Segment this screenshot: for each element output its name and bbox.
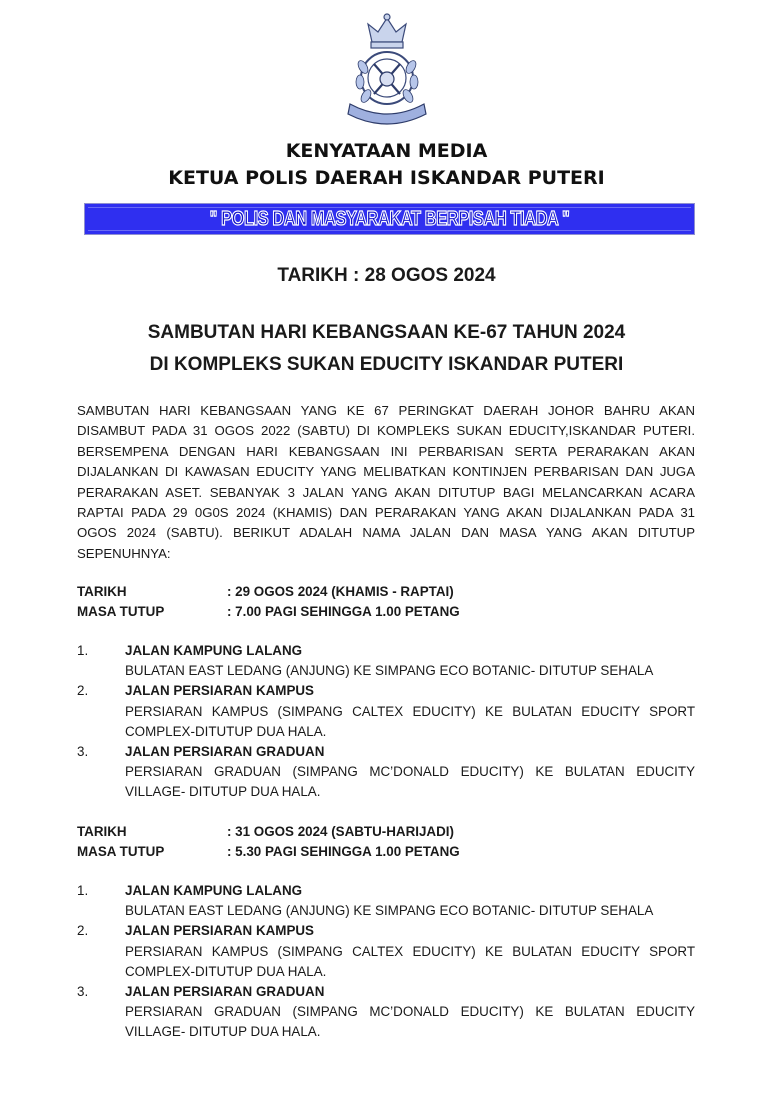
date-label: TARIKH [77, 824, 127, 839]
road-name: JALAN PERSIARAN GRADUAN [125, 984, 325, 1000]
paragraph-line: RAPTAI PADA 29 0G0S 2024 (KHAMIS) DAN PERARAKAN YANG AKAN DIJALANKAN PADA 31 [77, 505, 695, 521]
item-number: 1. [77, 883, 89, 898]
list-item [77, 921, 695, 982]
paragraph-line: SEPENUHNYA: [77, 545, 171, 561]
intro-paragraph [77, 401, 695, 564]
description-line: COMPLEX-DITUTUP DUA HALA. [125, 963, 327, 979]
road-description [125, 942, 695, 982]
date-value: : 29 OGOS 2024 (KHAMIS - RAPTAI) [227, 584, 454, 599]
description-line: PERSIARAN GRADUAN (SIMPANG MC’DONALD EDUCITY) KE BULATAN EDUCITY [125, 1004, 695, 1020]
police-crest-icon [342, 12, 432, 132]
description-line: VILLAGE- DITUTUP DUA HALA. [125, 1024, 321, 1040]
road-description [125, 901, 695, 921]
list-item [77, 881, 695, 921]
document-subheading: KETUA POLIS DAERAH ISKANDAR PUTERI [168, 167, 605, 189]
motto-banner [84, 203, 695, 235]
schedule-1-road-list [77, 641, 695, 803]
paragraph-line: SAMBUTAN HARI KEBANGSAAN YANG KE 67 PERINGKAT DAERAH JOHOR BAHRU AKAN [77, 403, 695, 418]
paragraph-line: DIJALANKAN DI KAWASAN EDUCITY YANG MELIBATKAN KONTINJEN PERBARISAN DAN JUGA [77, 464, 695, 480]
road-description [125, 1002, 695, 1042]
document-heading: KENYATAAN MEDIA [285, 140, 488, 162]
road-name: JALAN PERSIARAN GRADUAN [125, 744, 325, 760]
date-value: : 31 OGOS 2024 (SABTU-HARIJADI) [227, 824, 454, 839]
road-name: JALAN PERSIARAN KAMPUS [125, 923, 314, 939]
description-line: PERSIARAN GRADUAN (SIMPANG MC’DONALD EDUCITY) KE BULATAN EDUCITY [125, 764, 695, 780]
road-name: JALAN KAMPUNG LALANG [125, 883, 303, 898]
list-item [77, 742, 695, 803]
schedule-2-header [77, 822, 695, 862]
description-line: BULATAN EAST LEDANG (ANJUNG) KE SIMPANG ECO BOTANIC- DITUTUP SEHALA [125, 903, 654, 919]
item-number: 3. [77, 984, 89, 1000]
paragraph-line: DISAMBUT PADA 31 OGOS 2022 (SABTU) DI KOMPLEKS SUKAN EDUCITY,ISKANDAR PUTERI. [77, 423, 695, 439]
time-value: : 7.00 PAGI SEHINGGA 1.00 PETANG [227, 604, 460, 619]
description-line: COMPLEX-DITUTUP DUA HALA. [125, 723, 327, 739]
time-label: MASA TUTUP [77, 604, 165, 619]
road-name: JALAN PERSIARAN KAMPUS [125, 683, 314, 699]
schedule-2-road-list [77, 881, 695, 1043]
event-title-line2: DI KOMPLEKS SUKAN EDUCITY ISKANDAR PUTERI [149, 354, 624, 375]
list-item [77, 681, 695, 742]
description-line: PERSIARAN KAMPUS (SIMPANG CALTEX EDUCITY) KE BULATAN EDUCITY SPORT [125, 703, 695, 719]
time-label: MASA TUTUP [77, 844, 165, 859]
paragraph-line: BERSEMPENA DENGAN HARI KEBANGSAAN INI PERBARISAN SERTA PERARAKAN AKAN [77, 443, 695, 459]
road-description [125, 661, 695, 681]
item-number: 1. [77, 643, 89, 658]
date-label: TARIKH [77, 584, 127, 599]
item-number: 2. [77, 923, 89, 939]
list-item [77, 982, 695, 1043]
time-value: : 5.30 PAGI SEHINGGA 1.00 PETANG [227, 844, 460, 859]
description-line: VILLAGE- DITUTUP DUA HALA. [125, 784, 321, 800]
item-number: 2. [77, 683, 89, 699]
paragraph-line: OGOS 2024 (SABTU). BERIKUT ADALAH NAMA JALAN DAN MASA YANG AKAN DITUTUP [77, 525, 695, 541]
event-title-line1: SAMBUTAN HARI KEBANGSAAN KE-67 TAHUN 2024 [147, 322, 626, 343]
road-name: JALAN KAMPUNG LALANG [125, 643, 303, 658]
paragraph-line: PERARAKAN ASET. SEBANYAK 3 JALAN YANG AKAN DITUTUP BAGI MELANCARKAN ACARA [77, 484, 695, 500]
description-line: BULATAN EAST LEDANG (ANJUNG) KE SIMPANG ECO BOTANIC- DITUTUP SEHALA [125, 663, 654, 679]
description-line: PERSIARAN KAMPUS (SIMPANG CALTEX EDUCITY) KE BULATAN EDUCITY SPORT [125, 943, 695, 959]
list-item [77, 641, 695, 681]
item-number: 3. [77, 744, 89, 760]
schedule-1-header [77, 582, 695, 622]
release-date: TARIKH : 28 OGOS 2024 [277, 265, 496, 286]
motto-text: " POLIS DAN MASYARAKAT BERPISAH TIADA " [209, 208, 570, 230]
road-description [125, 762, 695, 802]
road-description [125, 702, 695, 742]
